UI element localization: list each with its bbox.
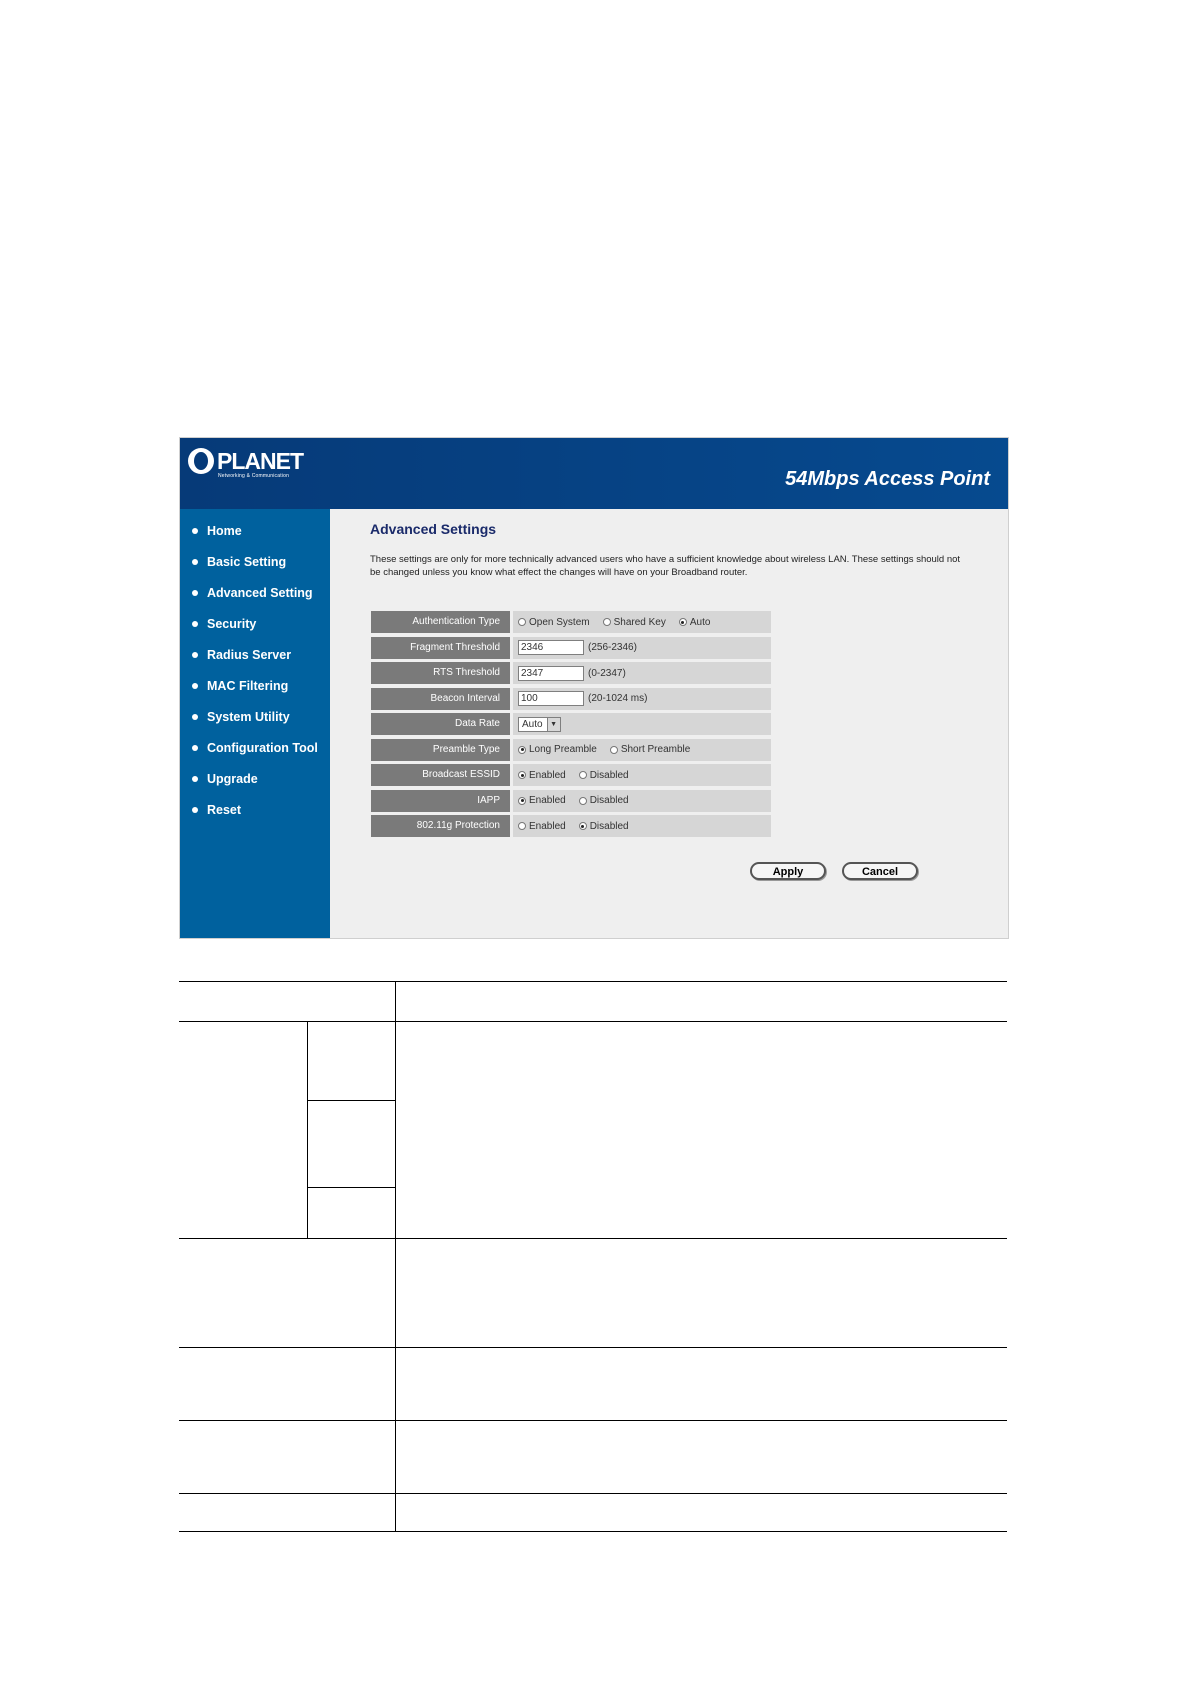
radio-icon	[518, 822, 526, 830]
page-description: These settings are only for more technically advanced users who have a sufficient knowledge about wireless LAN. These settings should not be changed unless you know what effect the changes will have on your Broadband router.	[370, 554, 961, 578]
sidebar-item-label: Advanced Setting	[207, 585, 313, 600]
broadcast-essid-disabled-radio[interactable]	[579, 770, 629, 781]
setting-row-authentication-type	[371, 611, 771, 633]
table-column-divider	[395, 981, 396, 1532]
data-rate-selected-value: Auto	[522, 718, 543, 730]
data-rate-label: Data Rate	[371, 713, 510, 735]
sidebar-item-reset[interactable]	[180, 794, 330, 825]
radio-selected-icon	[518, 771, 526, 779]
sidebar-item-label: Configuration Tool	[207, 740, 318, 755]
setting-row-preamble-type	[371, 739, 771, 761]
radio-selected-icon	[579, 822, 587, 830]
preamble-type-options	[513, 739, 771, 761]
cancel-button[interactable]: Cancel	[842, 862, 918, 880]
form-buttons	[750, 862, 918, 880]
radio-icon	[579, 771, 587, 779]
setting-row-broadcast-essid	[371, 764, 771, 786]
broadcast-essid-options	[513, 764, 771, 786]
rts-threshold-label: RTS Threshold	[371, 662, 510, 684]
access-point-screenshot	[179, 437, 1009, 939]
sidebar-item-configuration-tool[interactable]	[180, 732, 330, 763]
sidebar-item-label: Home	[207, 523, 242, 538]
radio-icon	[603, 618, 611, 626]
bullet-icon	[192, 590, 198, 596]
radio-label: Enabled	[529, 795, 566, 806]
fragment-threshold-range: (256-2346)	[588, 642, 637, 653]
parameter-description-table	[179, 981, 1007, 1533]
radio-label: Enabled	[529, 769, 566, 781]
table-rule	[179, 981, 1007, 982]
auth-auto-radio[interactable]	[679, 617, 711, 628]
sidebar-item-home[interactable]	[180, 515, 330, 546]
main-content	[330, 509, 1008, 938]
preamble-long-radio[interactable]	[518, 744, 597, 755]
sidebar-item-label: System Utility	[207, 709, 290, 724]
bullet-icon	[192, 807, 198, 813]
chevron-down-icon: ▼	[547, 718, 560, 731]
beacon-interval-range: (20-1024 ms)	[588, 693, 648, 704]
setting-row-fragment-threshold	[371, 637, 771, 659]
setting-row-iapp	[371, 790, 771, 812]
sidebar-item-advanced-setting[interactable]	[180, 577, 330, 608]
radio-label: Disabled	[589, 769, 629, 781]
radio-selected-icon	[518, 797, 526, 805]
sidebar-item-label: Reset	[207, 802, 242, 817]
bullet-icon	[192, 683, 198, 689]
setting-row-data-rate	[371, 713, 771, 735]
protection-disabled-radio[interactable]	[579, 821, 629, 832]
table-rule	[179, 1021, 1007, 1022]
radio-icon	[610, 746, 618, 754]
logo-text: PLANET	[217, 447, 303, 474]
iapp-label: IAPP	[371, 790, 510, 812]
bullet-icon	[192, 621, 198, 627]
bullet-icon	[192, 745, 198, 751]
data-rate-value	[513, 713, 771, 735]
setting-row-80211g-protection	[371, 815, 771, 837]
setting-row-beacon-interval	[371, 688, 771, 710]
table-rule	[179, 1238, 1007, 1239]
apply-button[interactable]: Apply	[750, 862, 826, 880]
bullet-icon	[192, 528, 198, 534]
table-rule	[308, 1187, 395, 1188]
sidebar-item-label: Upgrade	[207, 771, 258, 786]
radio-icon	[579, 797, 587, 805]
sidebar-item-radius-server[interactable]	[180, 639, 330, 670]
sidebar-item-upgrade[interactable]	[180, 763, 330, 794]
product-name: 54Mbps Access Point	[785, 468, 990, 490]
radio-icon	[518, 618, 526, 626]
bullet-icon	[192, 559, 198, 565]
broadcast-essid-label: Broadcast ESSID	[371, 764, 510, 786]
preamble-short-radio[interactable]	[610, 744, 690, 755]
fragment-threshold-label: Fragment Threshold	[371, 637, 510, 659]
radio-label: Disabled	[589, 795, 629, 806]
beacon-interval-input[interactable]: 100	[518, 691, 584, 706]
table-rule	[179, 1420, 1007, 1421]
sidebar-nav	[180, 509, 330, 938]
sidebar-item-basic-setting[interactable]	[180, 546, 330, 577]
planet-logo-icon	[188, 448, 214, 474]
beacon-interval-label: Beacon Interval	[371, 688, 510, 710]
radio-label: Enabled	[529, 820, 566, 832]
sidebar-item-label: Basic Setting	[207, 554, 287, 569]
radio-label: Shared Key	[613, 616, 666, 628]
data-rate-select[interactable]	[518, 717, 561, 732]
rts-threshold-value	[513, 662, 771, 684]
sidebar-item-label: Radius Server	[207, 647, 292, 662]
beacon-interval-value	[513, 688, 771, 710]
table-column-divider	[307, 1021, 308, 1239]
radio-selected-icon	[679, 618, 687, 626]
authentication-type-options	[513, 611, 771, 633]
broadcast-essid-enabled-radio[interactable]	[518, 770, 566, 781]
page-title: Advanced Settings	[370, 521, 497, 537]
bullet-icon	[192, 652, 198, 658]
iapp-options	[513, 790, 771, 812]
radio-selected-icon	[518, 746, 526, 754]
iapp-disabled-radio[interactable]	[579, 795, 629, 806]
bullet-icon	[192, 776, 198, 782]
sidebar-item-label: Security	[207, 616, 257, 631]
logo-tagline: Networking & Communication	[218, 473, 290, 479]
fragment-threshold-input[interactable]: 2346	[518, 640, 584, 655]
sidebar-item-system-utility[interactable]	[180, 701, 330, 732]
iapp-enabled-radio[interactable]	[518, 795, 566, 806]
auth-open-system-radio[interactable]	[518, 617, 590, 628]
bullet-icon	[192, 714, 198, 720]
authentication-type-label: Authentication Type	[371, 611, 510, 633]
sidebar-item-security[interactable]	[180, 608, 330, 639]
radio-label: Disabled	[589, 820, 629, 832]
radio-label: Open System	[529, 616, 590, 628]
protection-enabled-radio[interactable]	[518, 821, 566, 832]
rts-threshold-input[interactable]: 2347	[518, 666, 584, 681]
preamble-type-label: Preamble Type	[371, 739, 510, 761]
radio-label: Long Preamble	[529, 744, 597, 755]
table-rule	[179, 1493, 1007, 1494]
advanced-settings-form	[371, 611, 771, 841]
radio-label: Auto	[689, 616, 711, 628]
protection-80211g-options	[513, 815, 771, 837]
table-rule	[179, 1531, 1007, 1532]
rts-threshold-range: (0-2347)	[588, 667, 626, 679]
table-rule	[179, 1347, 1007, 1348]
fragment-threshold-value	[513, 637, 771, 659]
sidebar-item-mac-filtering[interactable]	[180, 670, 330, 701]
planet-logo	[188, 448, 303, 474]
header-banner	[180, 438, 1008, 509]
protection-80211g-label: 802.11g Protection	[371, 815, 510, 837]
table-rule	[308, 1100, 395, 1101]
radio-label: Short Preamble	[620, 744, 691, 755]
sidebar-item-label: MAC Filtering	[207, 678, 289, 693]
auth-shared-key-radio[interactable]	[603, 617, 666, 628]
setting-row-rts-threshold	[371, 662, 771, 684]
